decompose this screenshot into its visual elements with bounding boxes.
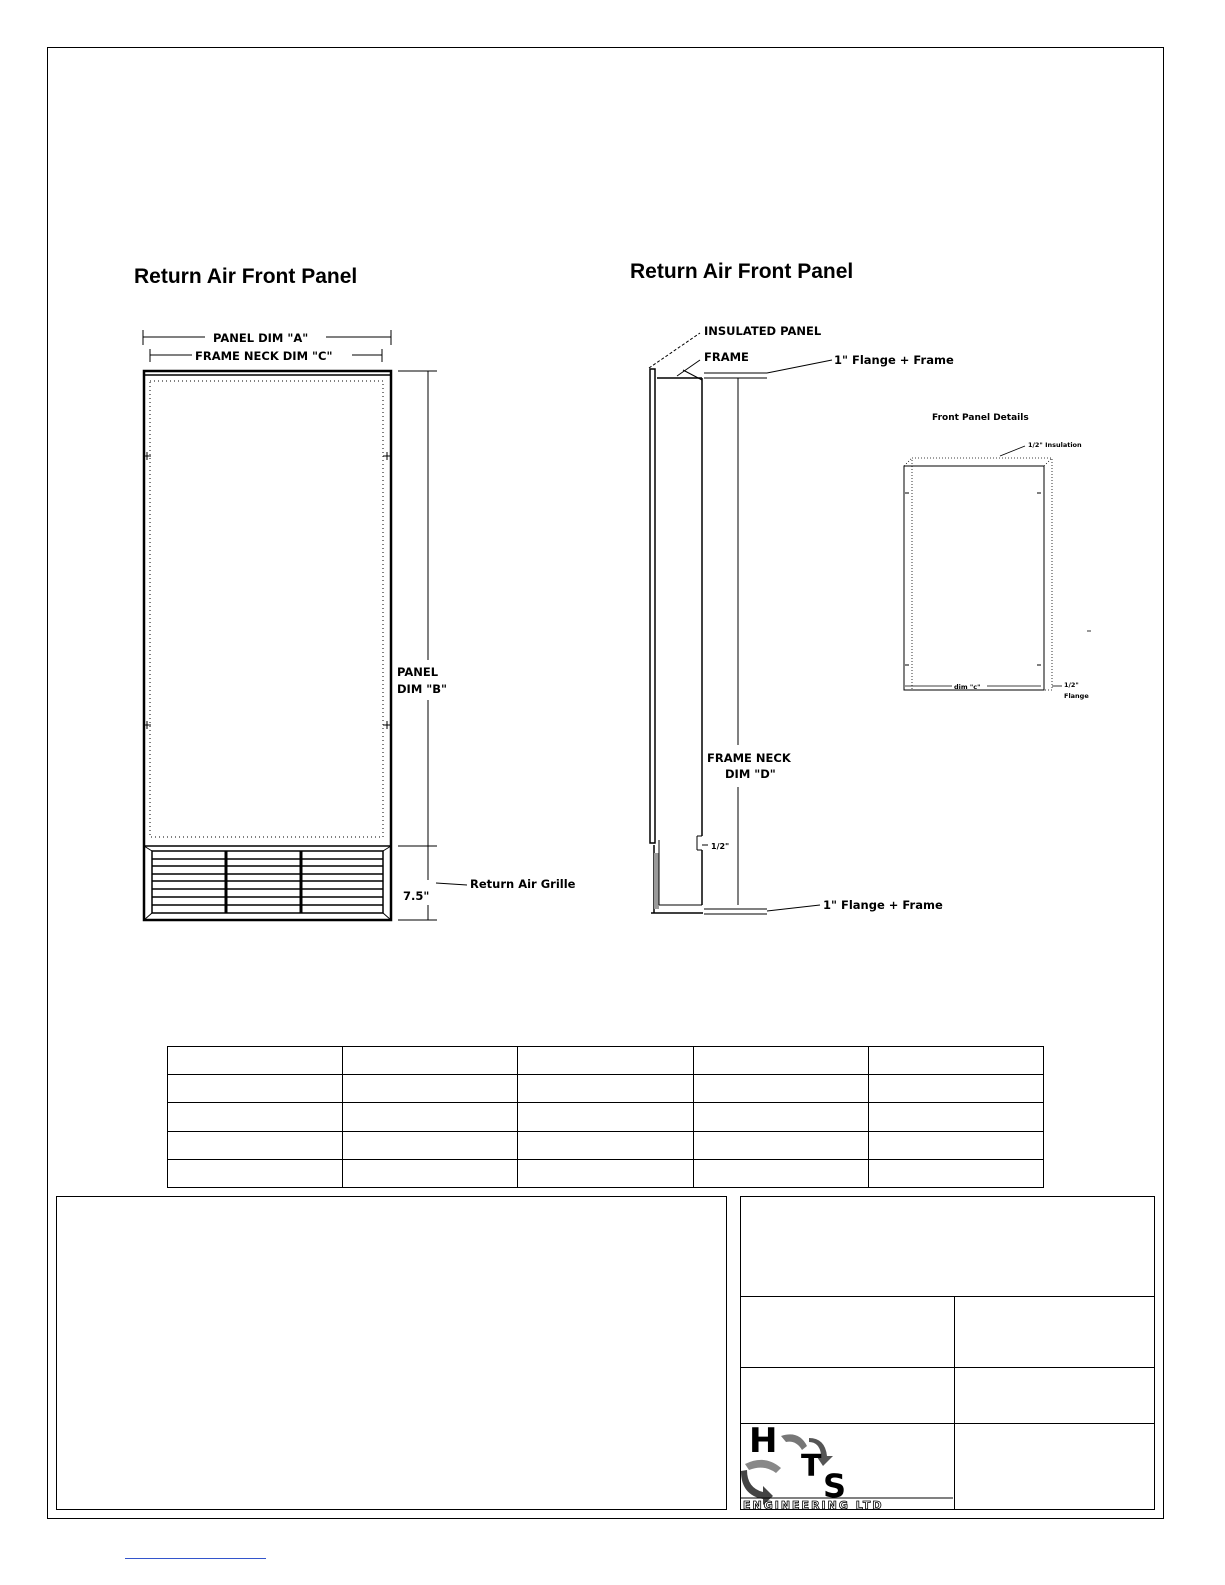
table-cell bbox=[868, 1103, 1043, 1131]
insulation-label: 1/2" Insulation bbox=[1028, 441, 1082, 449]
frame-neck-dim-c-label: FRAME NECK DIM "C" bbox=[195, 349, 333, 363]
table-cell bbox=[168, 1103, 343, 1131]
flange-bottom-label: 1" Flange + Frame bbox=[823, 898, 943, 912]
insulated-panel-label: INSULATED PANEL bbox=[704, 324, 822, 338]
dimension-table bbox=[167, 1046, 1044, 1188]
front-view bbox=[143, 330, 467, 920]
table-cell bbox=[693, 1131, 868, 1159]
table-cell bbox=[518, 1159, 693, 1187]
table-cell bbox=[343, 1103, 518, 1131]
title-block-divider bbox=[740, 1367, 1155, 1368]
flange-top-label: 1" Flange + Frame bbox=[834, 353, 954, 367]
table-cell bbox=[868, 1159, 1043, 1187]
table-cell bbox=[343, 1159, 518, 1187]
side-view bbox=[649, 333, 832, 914]
return-air-grille-label: Return Air Grille bbox=[470, 877, 576, 891]
table-cell bbox=[868, 1047, 1043, 1075]
table-cell bbox=[343, 1131, 518, 1159]
table-row bbox=[168, 1075, 1044, 1103]
link-underline bbox=[125, 1558, 266, 1559]
table-cell bbox=[168, 1131, 343, 1159]
half-inch-label: 1/2" bbox=[711, 842, 730, 851]
table-cell bbox=[693, 1075, 868, 1103]
detail-title: Front Panel Details bbox=[932, 413, 1029, 423]
table-cell bbox=[168, 1159, 343, 1187]
logo-letter-s: S bbox=[823, 1467, 847, 1505]
table-cell bbox=[518, 1075, 693, 1103]
table-row bbox=[168, 1047, 1044, 1075]
logo-letter-h: H bbox=[749, 1424, 778, 1461]
title-block-divider bbox=[740, 1296, 1155, 1297]
table-row bbox=[168, 1131, 1044, 1159]
table-cell bbox=[518, 1103, 693, 1131]
flange-label-2: Flange bbox=[1064, 692, 1089, 700]
panel-dim-b-label: PANEL bbox=[397, 665, 439, 679]
table-cell bbox=[168, 1047, 343, 1075]
right-view-title: Return Air Front Panel bbox=[630, 260, 854, 283]
company-logo bbox=[741, 1424, 953, 1510]
table-cell bbox=[868, 1075, 1043, 1103]
table-cell bbox=[693, 1159, 868, 1187]
table-cell bbox=[868, 1131, 1043, 1159]
table-cell bbox=[693, 1103, 868, 1131]
table-cell bbox=[343, 1047, 518, 1075]
title-block-divider bbox=[954, 1296, 955, 1510]
panel-dim-a-label: PANEL DIM "A" bbox=[213, 331, 309, 345]
frame-neck-label: FRAME NECK bbox=[707, 751, 791, 765]
panel-dim-b-label-2: DIM "B" bbox=[397, 682, 448, 696]
flange-label: 1/2" bbox=[1064, 681, 1079, 689]
left-view-title: Return Air Front Panel bbox=[134, 265, 358, 288]
grille-height-label: 7.5" bbox=[403, 889, 430, 903]
table-cell bbox=[343, 1075, 518, 1103]
table-row bbox=[168, 1159, 1044, 1187]
table-cell bbox=[518, 1047, 693, 1075]
logo-company-name: ENGINEERING LTD bbox=[743, 1499, 884, 1510]
table-row bbox=[168, 1103, 1044, 1131]
frame-label: FRAME bbox=[704, 350, 749, 364]
table-cell bbox=[693, 1047, 868, 1075]
table-cell bbox=[518, 1131, 693, 1159]
frame-neck-dim-d-label: DIM "D" bbox=[725, 767, 776, 781]
notes-box bbox=[56, 1196, 727, 1510]
table-cell bbox=[168, 1075, 343, 1103]
dim-c-label: dim "c" bbox=[954, 683, 981, 691]
front-panel-detail bbox=[904, 446, 1091, 690]
logo-letter-t: T bbox=[801, 1449, 822, 1484]
